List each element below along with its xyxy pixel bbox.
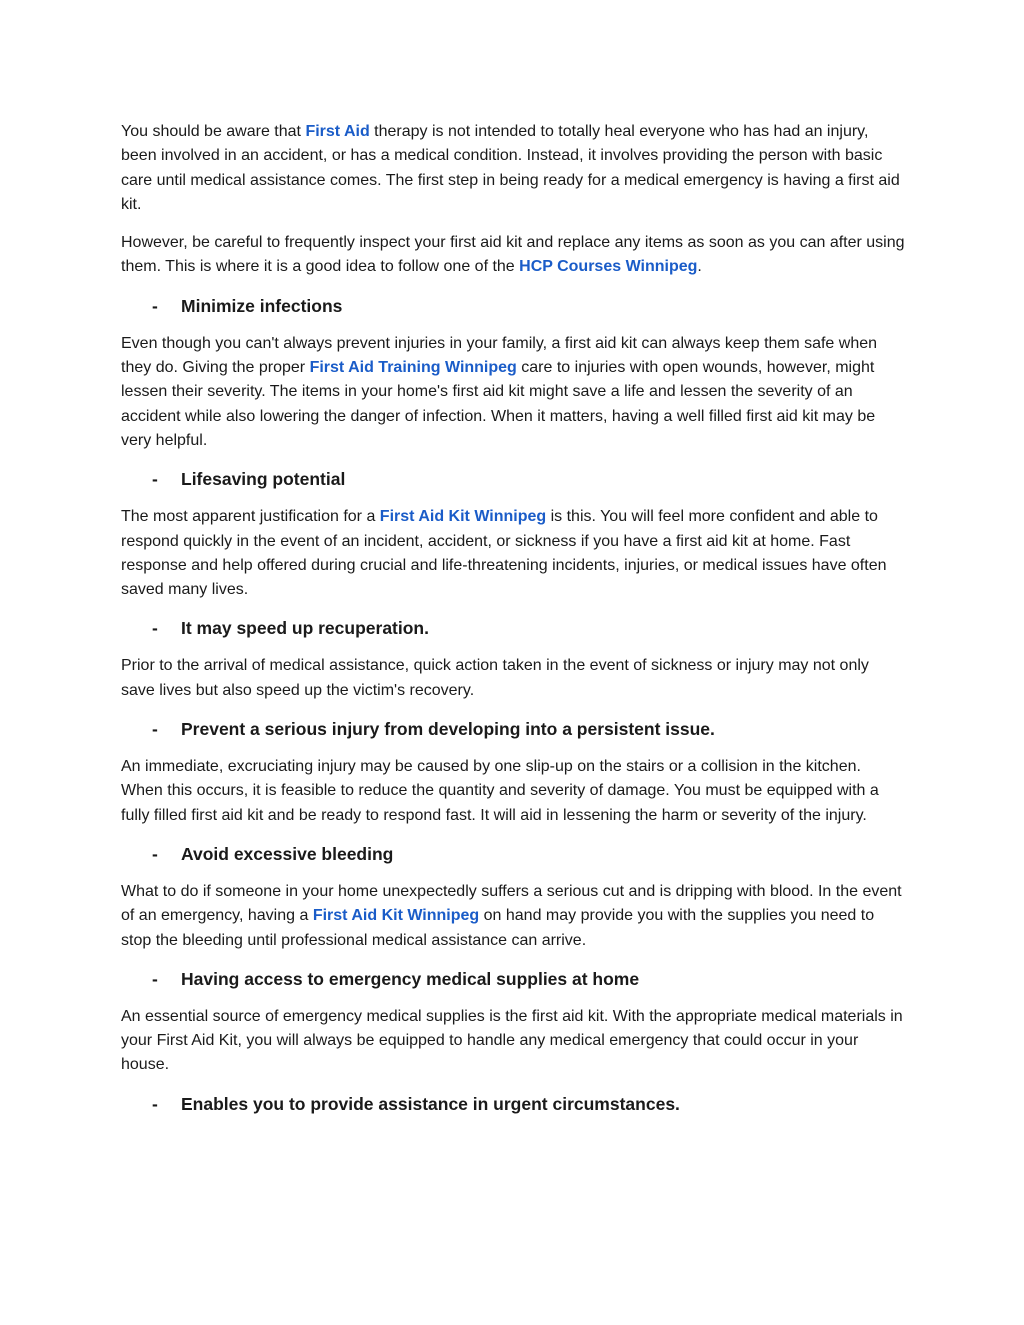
section-heading: [121, 967, 906, 991]
paragraph-text: care to injuries with open wounds, however, might lessen their severity. The items in your home's first aid kit might save a life and lessen the severity of an accident while also lowering the danger of infection. When it matters, having a well filled first aid kit may be very helpful.: [121, 359, 876, 449]
paragraph-text: is this. You will feel more confident and able to respond quickly in the event of an incident, accident, or sickness if you have a first aid kit at home. Fast response and help offered during crucial and life-threatening incidents, injuries, or medical issues have often saved many lives.: [121, 508, 887, 599]
inline-link[interactable]: First Aid: [305, 123, 370, 140]
section-heading: [121, 294, 906, 318]
body-paragraph: [121, 231, 906, 280]
bullet-dash: -: [152, 618, 158, 639]
bullet-dash: -: [152, 295, 158, 316]
section-heading-text: Having access to emergency medical supplies at home: [181, 968, 640, 989]
section-heading: [121, 467, 906, 491]
bullet-dash: -: [152, 719, 158, 740]
bullet-dash: -: [152, 968, 158, 989]
inline-link[interactable]: First Aid Training Winnipeg: [309, 359, 517, 377]
paragraph-text: therapy is not intended to totally heal everyone who has had an injury, been involved in an accident, or has a medical condition. Instead, it involves providing the person with basic care until medical assistance comes. The first step in being ready for a medical emergency is having a first aid kit.: [121, 123, 900, 213]
paragraph-text: However, be careful to frequently inspect your first aid kit and replace any items as soon as you can after using them. This is where it is a good idea to follow one of the: [121, 234, 905, 276]
paragraph-text: What to do if someone in your home unexpectedly suffers a serious cut and is dripping with blood. In the event of an emergency, having a: [121, 882, 902, 925]
body-paragraph: [121, 654, 906, 703]
paragraph-text: An immediate, excruciating injury may be caused by one slip-up on the stairs or a collision in the kitchen. When this occurs, it is feasible to reduce the quantity and severity of damage. You must be equipped with a fully filled first aid kit and be ready to respond fast. It will aid in lessening the harm or severity of the injury.: [121, 758, 879, 824]
paragraph-text: .: [697, 258, 702, 276]
bullet-dash: -: [152, 843, 158, 864]
body-paragraph: [121, 332, 906, 453]
body-paragraph: [121, 120, 906, 217]
paragraph-text: on hand may provide you with the supplies you need to stop the bleeding until professional medical assistance can arrive.: [121, 907, 875, 949]
inline-link[interactable]: First Aid Kit Winnipeg: [312, 907, 480, 925]
paragraph-text: You should be aware that: [121, 123, 306, 140]
document-page: [121, 120, 906, 1130]
body-paragraph: [121, 755, 906, 828]
bullet-dash: -: [152, 469, 158, 490]
inline-link[interactable]: HCP Courses Winnipeg: [519, 258, 698, 276]
section-heading-text: Prevent a serious injury from developing into a persistent issue.: [181, 719, 715, 740]
section-heading-text: Avoid excessive bleeding: [181, 843, 394, 864]
section-heading: [121, 842, 906, 866]
section-heading: [121, 1092, 906, 1116]
section-heading-text: Minimize infections: [181, 295, 343, 316]
body-paragraph: [121, 880, 906, 953]
paragraph-text: An essential source of emergency medical supplies is the first aid kit. With the appropriate medical materials in your First Aid Kit, you will always be equipped to handle any medical emergency that could occur in your house.: [121, 1007, 903, 1074]
section-heading-text: Lifesaving potential: [181, 469, 346, 490]
inline-link[interactable]: First Aid Kit Winnipeg: [379, 508, 547, 526]
body-paragraph: [121, 1005, 906, 1078]
section-heading-text: Enables you to provide assistance in urgent circumstances.: [181, 1093, 680, 1114]
section-heading-text: It may speed up recuperation.: [181, 618, 429, 639]
paragraph-text: Even though you can't always prevent injuries in your family, a first aid kit can always keep them safe when they do. Giving the proper: [121, 334, 878, 377]
section-heading: [121, 717, 906, 741]
body-paragraph: [121, 505, 906, 602]
section-heading: [121, 616, 906, 640]
paragraph-text: The most apparent justification for a: [121, 508, 380, 526]
paragraph-text: Prior to the arrival of medical assistance, quick action taken in the event of sickness or injury may not only save lives but also speed up the victim's recovery.: [121, 657, 869, 699]
bullet-dash: -: [152, 1093, 158, 1114]
